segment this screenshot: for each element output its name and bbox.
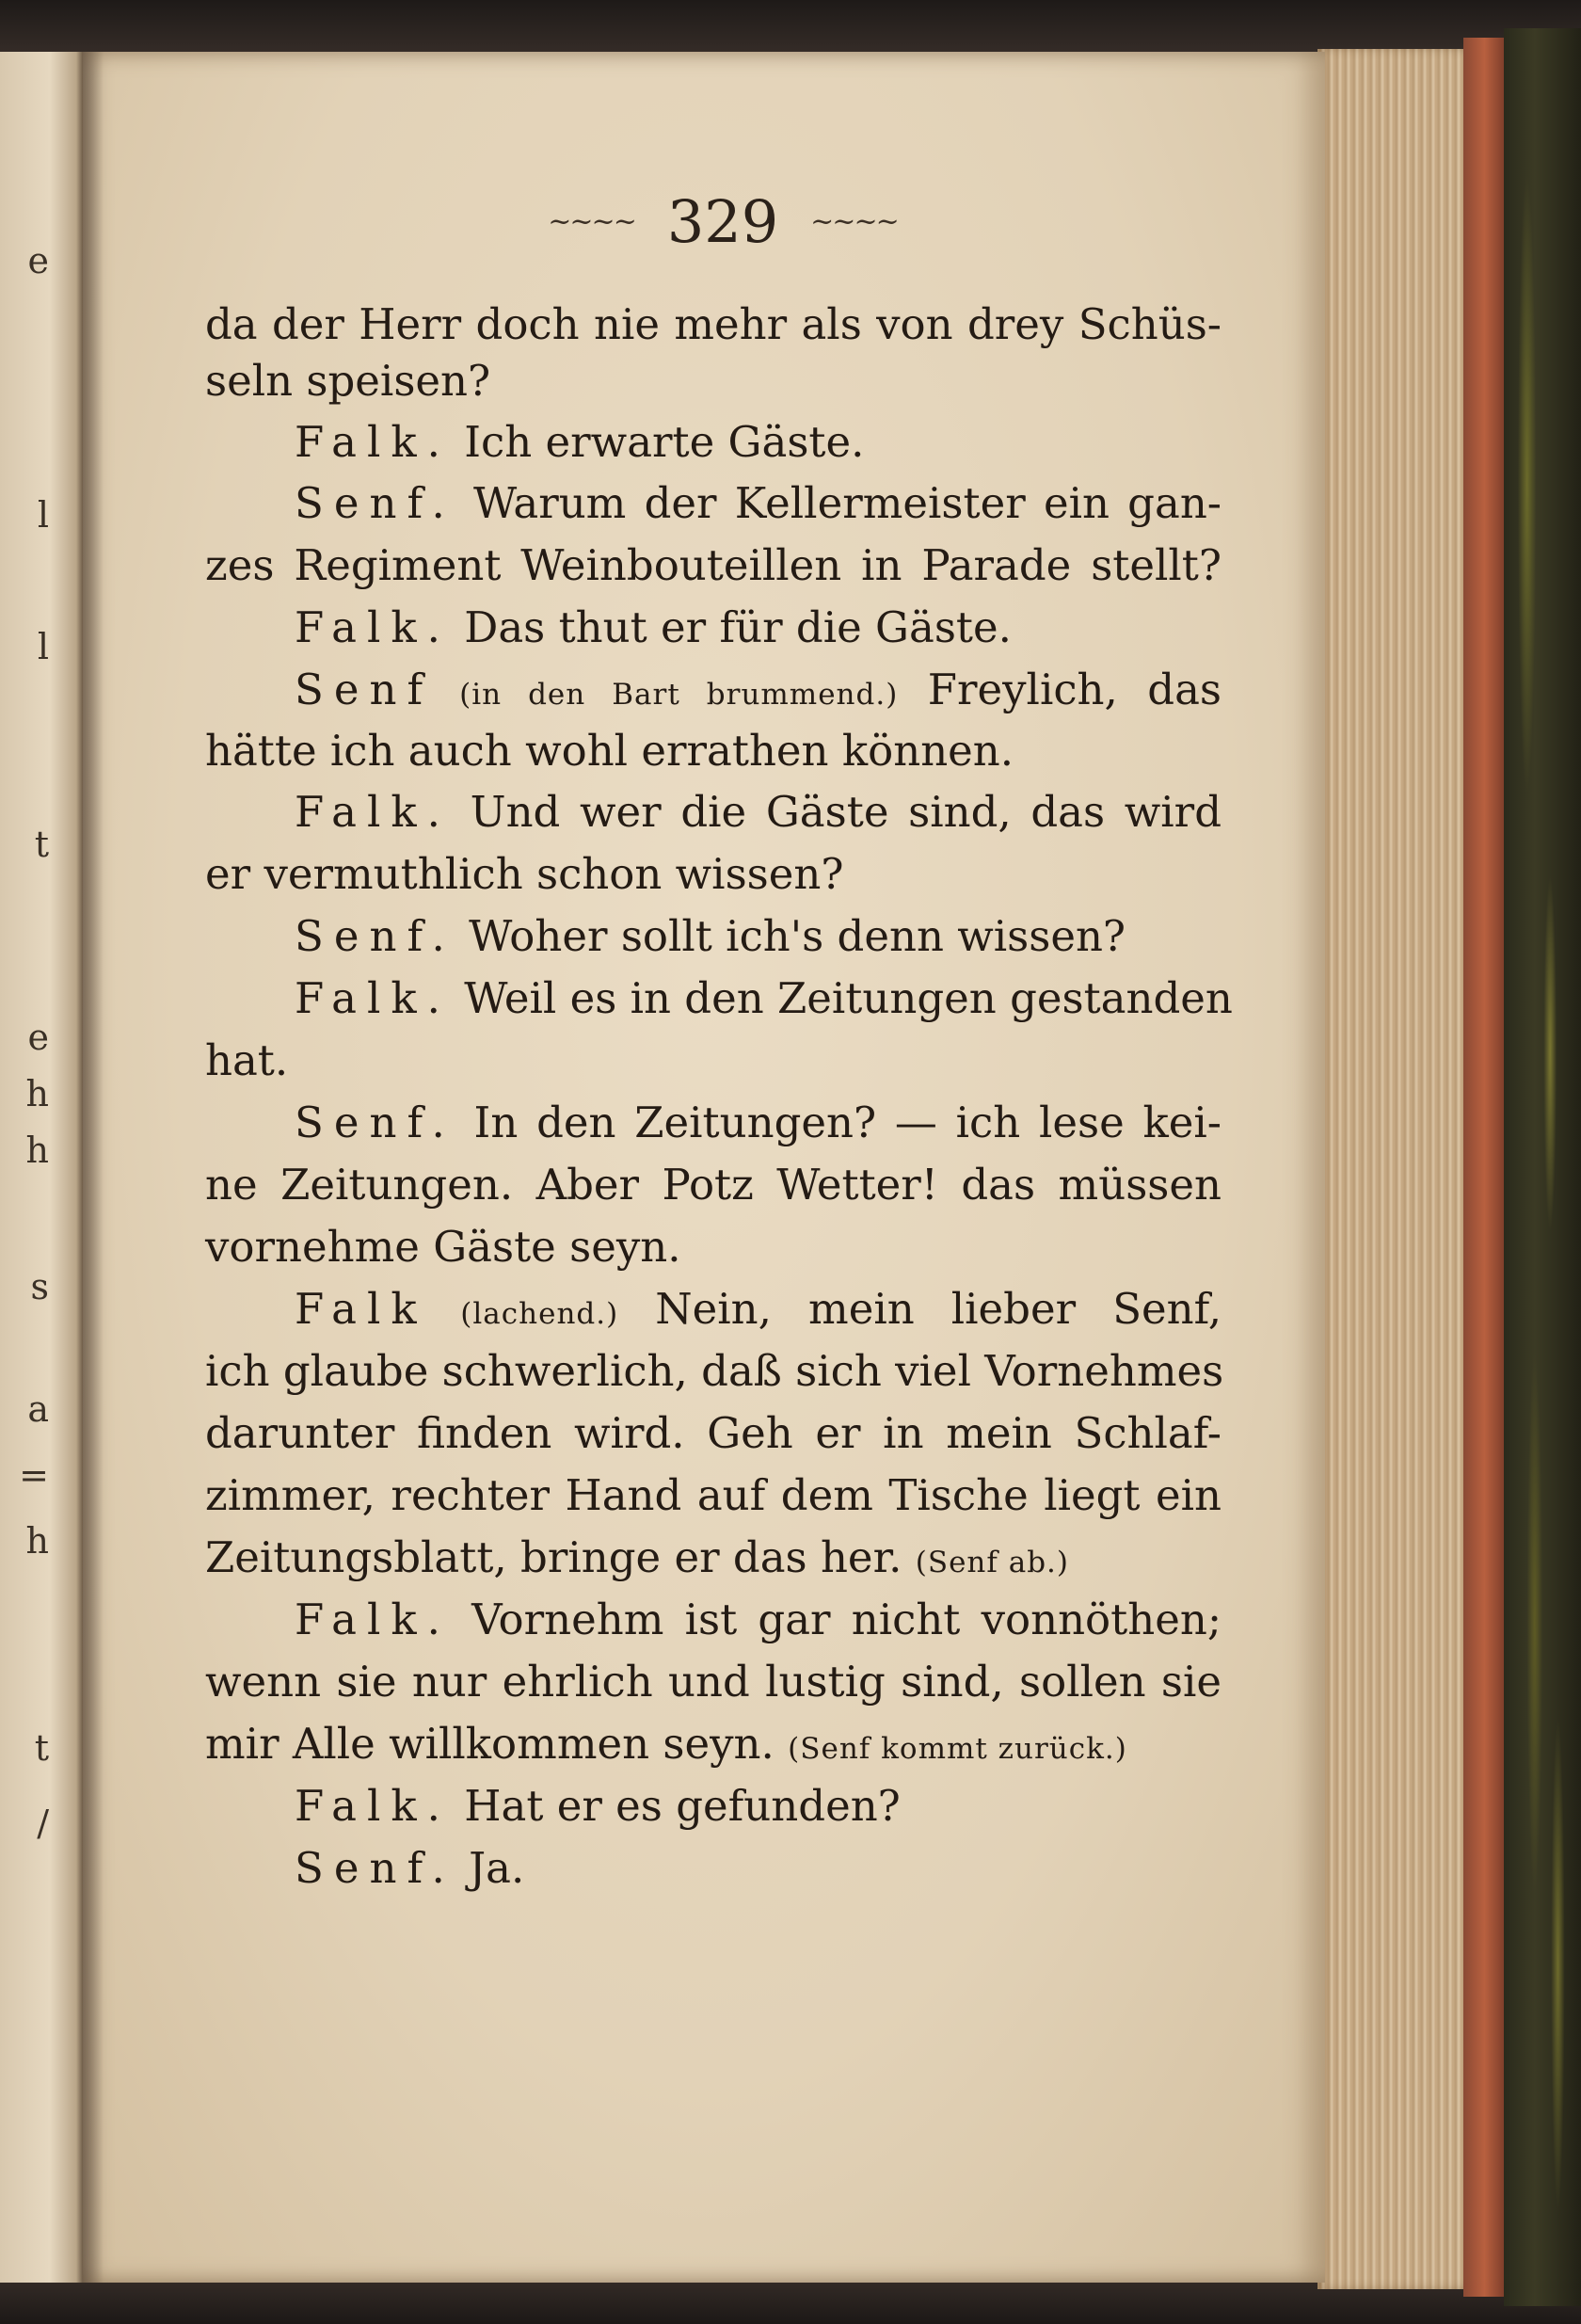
text-line [205,1276,1222,1342]
line-text: Vornehm ist gar nicht vonnöthen; [450,1595,1222,1644]
line-text: darunter finden wird. Geh er in mein Schlaf- [205,1408,1222,1458]
text-line [205,1401,1222,1467]
text-line [205,1711,1127,1777]
previous-page-fragment: / [37,1803,49,1844]
text-line [205,348,490,414]
line-text: da der Herr doch nie mehr als von drey Schüs- [205,299,1222,349]
speaker-name: Falk. [295,973,451,1023]
text-line [205,718,1014,784]
text-line [205,966,1233,1032]
line-text: hätte ich auch wohl errathen können. [205,726,1014,776]
speaker-name: Falk. [295,602,451,652]
speaker-name: Senf. [295,911,455,961]
cover-spine-edge [1463,38,1506,2297]
text-line [205,904,1126,970]
page-number: 329 [666,186,779,256]
speaker-name: Senf [295,665,434,714]
line-text: wenn sie nur ehrlich und lustig sind, sollen sie [205,1657,1222,1707]
previous-page-fragment: h [25,1073,49,1114]
previous-page-fragment: t [34,824,49,865]
stage-direction: (Senf ab.) [915,1546,1069,1579]
text-line [205,471,1222,537]
text-line [205,1649,1222,1715]
text-line [205,1338,1222,1404]
speaker-name: Falk. [295,1781,451,1831]
line-text: zes Regiment Weinbouteillen in Parade stellt? [205,540,1222,590]
previous-page-fragment: a [27,1388,49,1430]
line-text: In den Zeitungen? — ich lese kei- [455,1098,1222,1147]
page-stack-edge [1318,49,1466,2289]
previous-page-fragment: s [30,1266,49,1307]
line-text: zimmer, rechter Hand auf dem Tische liegt ein [205,1470,1222,1520]
speaker-name: Falk. [295,1595,451,1644]
line-text: ne Zeitungen. Aber Potz Wetter! das müssen [205,1160,1222,1210]
previous-page-fragment: l [37,494,49,536]
text-line [205,533,1222,599]
text-line [205,1835,524,1901]
speaker-name: Senf. [295,1843,455,1893]
speaker-name: Senf. [295,478,455,528]
text-line [205,1587,1222,1653]
text-line [205,657,1222,723]
text-line [205,409,864,475]
book-page [83,52,1325,2283]
speaker-name: Falk. [295,787,451,837]
line-text: seln speisen? [205,356,491,406]
marbled-cover [1504,28,1581,2306]
previous-page-fragment: = [19,1454,49,1496]
line-text: Weil es in den Zeitungen gestanden [450,973,1233,1023]
line-text: Woher sollt ich's denn wissen? [455,911,1126,961]
line-text: Warum der Kellermeister ein gan- [455,478,1222,528]
stage-direction: (lachend.) [426,1297,619,1331]
line-text: Hat er es gefunden? [450,1781,901,1831]
speaker-name: Falk [295,1284,427,1334]
line-text: vornehme Gäste seyn. [205,1222,681,1272]
text-line [205,1214,681,1280]
text-line [205,1152,1222,1218]
text-line [205,779,1222,845]
previous-page-letter-fragments [0,52,56,2283]
line-text: er vermuthlich schon wissen? [205,849,844,899]
stage-direction: (Senf kommt zurück.) [788,1732,1127,1766]
text-line [205,1525,1069,1591]
line-text: Das thut er für die Gäste. [450,602,1012,652]
text-line [205,1773,901,1839]
page-gutter-shadow [83,52,104,2283]
line-text: mir Alle willkommen seyn. [205,1719,789,1769]
previous-page-fragment: e [27,240,49,281]
line-text: ich glaube schwerlich, daß sich viel Vornehmes [205,1346,1224,1396]
line-text: Zeitungsblatt, bringe er das her. [205,1532,916,1582]
previous-page-fragment: l [37,626,49,667]
line-text: Nein, mein lieber Senf, [618,1284,1222,1334]
previous-page-fragment: h [25,1520,49,1562]
line-text: Freylich, das [898,665,1222,714]
text-line [205,1028,288,1094]
text-line [205,595,1012,661]
speaker-name: Senf. [295,1098,455,1147]
text-line [205,1090,1222,1156]
previous-page-fragment: t [34,1727,49,1769]
text-line [205,1463,1222,1529]
previous-page-edge [0,52,83,2283]
header-ornament-left: ~~~~ [548,204,635,238]
text-line [205,841,844,907]
stage-direction: (in den Bart brummend.) [433,678,899,712]
page-header [205,184,1240,259]
line-text: Ja. [455,1843,525,1893]
header-ornament-right: ~~~~ [810,204,898,238]
line-text: hat. [205,1035,289,1085]
previous-page-fragment: e [27,1017,49,1058]
previous-page-fragment: h [25,1130,49,1171]
speaker-name: Falk. [295,417,451,467]
line-text: Und wer die Gäste sind, das wird [450,787,1222,837]
line-text: Ich erwarte Gäste. [450,417,865,467]
